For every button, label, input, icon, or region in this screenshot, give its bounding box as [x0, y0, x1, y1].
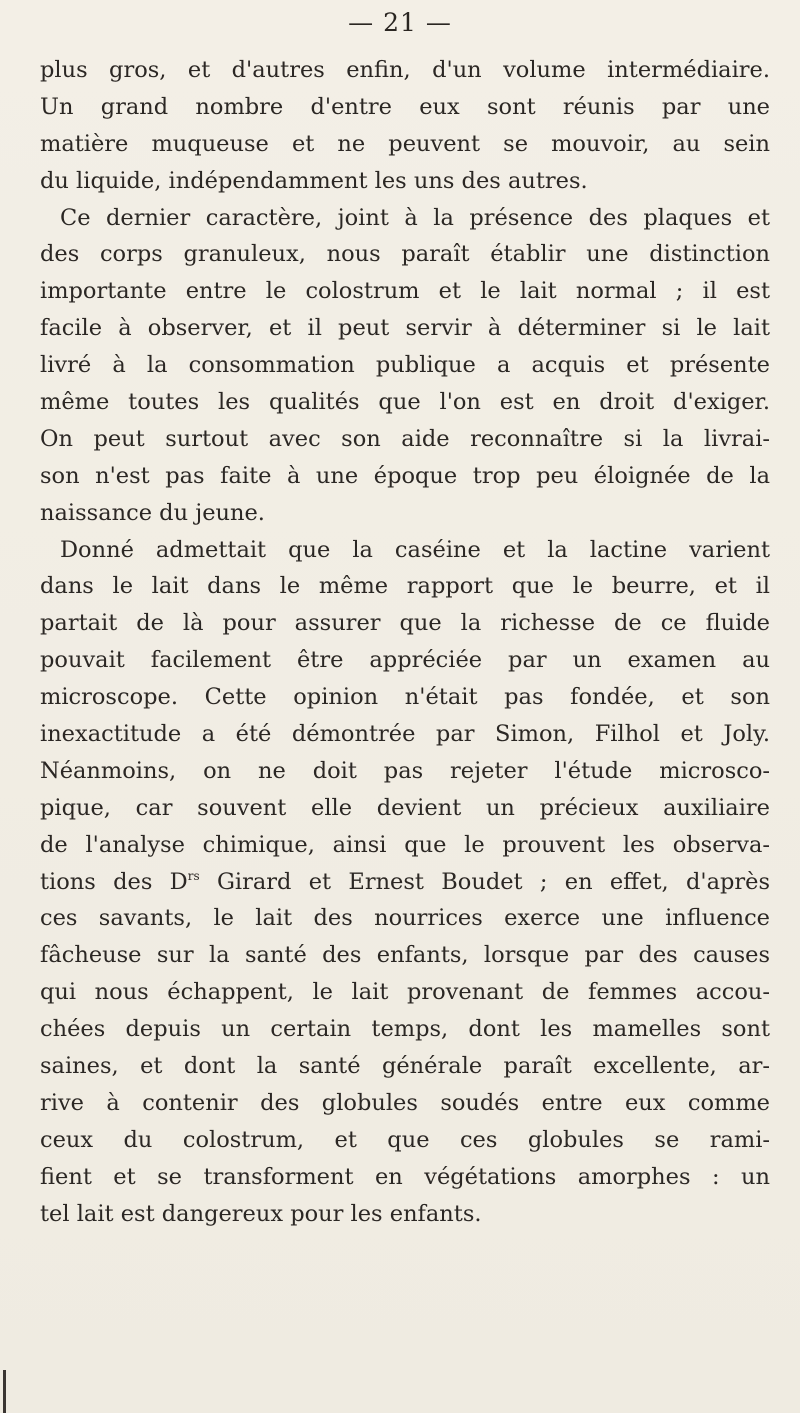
text-line: qui nous échappent, le lait provenant de femmes accou-: [40, 979, 770, 1006]
text-line: chées depuis un certain temps, dont les mamelles sont: [40, 1016, 770, 1043]
text-line: dans le lait dans le même rapport que le beurre, et il: [40, 573, 770, 600]
text-line: tions des $D^{rs}$ Girard et Ernest Boudet ; en effet, d'après: [40, 868, 771, 895]
text-line: son n'est pas faite à une époque trop peu éloignée de la: [40, 462, 770, 489]
text-line: ceux du colostrum, et que ces globules se rami-: [40, 1126, 770, 1153]
text-line: saines, et dont la santé générale paraît excellente, ar-: [40, 1053, 770, 1080]
text-line: pouvait facilement être appréciée par un examen au: [40, 647, 770, 674]
text-line: Ce dernier caractère, joint à la présence des plaques et: [60, 204, 770, 231]
text-line: pique, car souvent elle devient un précieux auxiliaire: [40, 794, 770, 821]
text-line: plus gros, et d'autres enfin, d'un volume intermédiaire.: [40, 57, 770, 83]
text-line: Un grand nombre d'entre eux sont réunis par une: [40, 93, 770, 120]
margin-mark: [3, 1370, 6, 1413]
text-line: Néanmoins, on ne doit pas rejeter l'étude microsco-: [40, 757, 770, 784]
text-line: fient et se transforment en végétations amorphes : un: [40, 1163, 770, 1190]
text-line: partait de là pour assurer que la richesse de ce fluide: [40, 610, 770, 637]
text-line: importante entre le colostrum et le lait normal ; il est: [40, 278, 770, 305]
text-line: inexactitude a été démontrée par Simon, Filhol et Joly.: [40, 721, 770, 748]
superscript: rs: [187, 868, 200, 883]
text-line: rive à contenir des globules soudés entre eux comme: [40, 1089, 770, 1116]
text-line: des corps granuleux, nous paraît établir une distinction: [40, 241, 770, 268]
text-line: facile à observer, et il peut servir à déterminer si le lait: [40, 315, 770, 342]
text-line: fâcheuse sur la santé des enfants, lorsque par des causes: [40, 942, 770, 969]
text-line: du liquide, indépendamment les uns des autres.: [40, 167, 588, 194]
text-line: matière muqueuse et ne peuvent se mouvoir, au sein: [40, 130, 770, 157]
text-line: Donné admettait que la caséine et la lactine varient: [60, 536, 770, 563]
text-line: de l'analyse chimique, ainsi que le prouvent les observa-: [40, 831, 770, 858]
page-number: — 21 —: [348, 8, 452, 37]
text-line: naissance du jeune.: [40, 499, 265, 526]
text-line: microscope. Cette opinion n'était pas fondée, et son: [40, 684, 770, 711]
text-line: même toutes les qualités que l'on est en droit d'exiger.: [40, 389, 770, 416]
text-line: tel lait est dangereux pour les enfants.: [40, 1200, 482, 1227]
body-text: [40, 52, 770, 1233]
text-line: On peut surtout avec son aide reconnaître si la livrai-: [40, 425, 770, 452]
text-line: livré à la consommation publique a acquis et présente: [40, 352, 770, 379]
text-line: ces savants, le lait des nourrices exerce une influence: [40, 905, 770, 932]
